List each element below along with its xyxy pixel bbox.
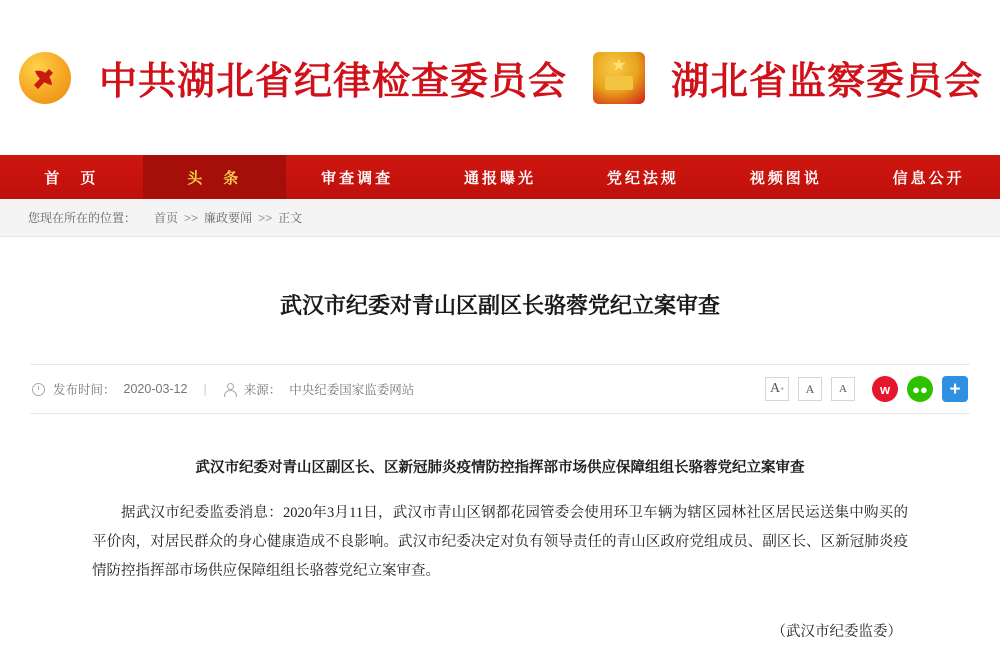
person-icon	[223, 383, 236, 396]
breadcrumb	[0, 199, 1000, 237]
masthead	[0, 0, 1000, 155]
article-meta-right	[765, 376, 968, 402]
publish-label: 发布时间：	[53, 383, 116, 397]
main-nav	[0, 155, 1000, 199]
source-value: 中央纪委国家监委网站	[289, 383, 415, 397]
meta-divider: |	[203, 382, 207, 396]
nav-item-exposure[interactable]: 通报曝光	[464, 169, 537, 187]
article-paragraph: 据武汉市纪委监委消息：2020年3月11日，武汉市青山区钢都花园管委会使用环卫车辆为辖区园林社区居民运送集中购买的平价肉，对居民群众的身心健康造成不良影响。武汉市纪委决定对负有领导责任的青山区政府党组成员、副区长、区新冠肺炎疫情防控指挥部市场供应保障组组长骆蓉党纪立案审查。	[92, 505, 908, 579]
breadcrumb-label: 您现在所在的位置：	[28, 211, 137, 225]
party-title: 中共湖北省纪律检查委员会	[98, 61, 567, 103]
article-body	[30, 414, 970, 641]
breadcrumb-item-current: 正文	[278, 211, 303, 225]
state-emblem-icon: ★	[593, 52, 645, 104]
weibo-share-icon[interactable]: w	[872, 376, 898, 402]
state-title: 湖北省监察委员会	[671, 61, 984, 103]
breadcrumb-item-news[interactable]: 廉政要闻	[204, 211, 253, 225]
article-meta-left	[32, 380, 414, 398]
article-subtitle: 武汉市纪委对青山区副区长、区新冠肺炎疫情防控指挥部市场供应保障组组长骆蓉党纪立案审查	[195, 460, 805, 476]
nav-item-home[interactable]: 首 页	[44, 169, 99, 187]
hammer-sickle-icon	[29, 63, 59, 93]
nav-item-investigation[interactable]: 审查调查	[321, 169, 394, 187]
publish-date: 2020-03-12	[123, 382, 188, 396]
article-meta-bar	[30, 364, 970, 414]
party-emblem-icon	[17, 50, 73, 106]
breadcrumb-separator: >>	[258, 210, 273, 225]
breadcrumb-item-home[interactable]: 首页	[154, 211, 179, 225]
nav-item-regulations[interactable]: 党纪法规	[606, 169, 679, 187]
clock-icon	[32, 383, 45, 396]
nav-item-headlines[interactable]: 头 条	[143, 155, 286, 199]
more-share-icon[interactable]: +	[942, 376, 968, 402]
nav-item-video[interactable]: 视频图说	[749, 169, 822, 187]
breadcrumb-separator: >>	[184, 210, 199, 225]
font-size-medium-button[interactable]: A	[798, 377, 822, 401]
font-size-small-button[interactable]: A	[831, 377, 855, 401]
source-label: 来源：	[243, 383, 282, 397]
font-size-large-button[interactable]: A +	[765, 377, 789, 401]
article-signature: （武汉市纪委监委）	[771, 624, 902, 640]
page-title: 武汉市纪委对青山区副区长骆蓉党纪立案审查	[279, 293, 720, 318]
article	[0, 237, 1000, 641]
nav-item-disclosure[interactable]: 信息公开	[892, 169, 965, 187]
wechat-share-icon[interactable]: ●●	[907, 376, 933, 402]
